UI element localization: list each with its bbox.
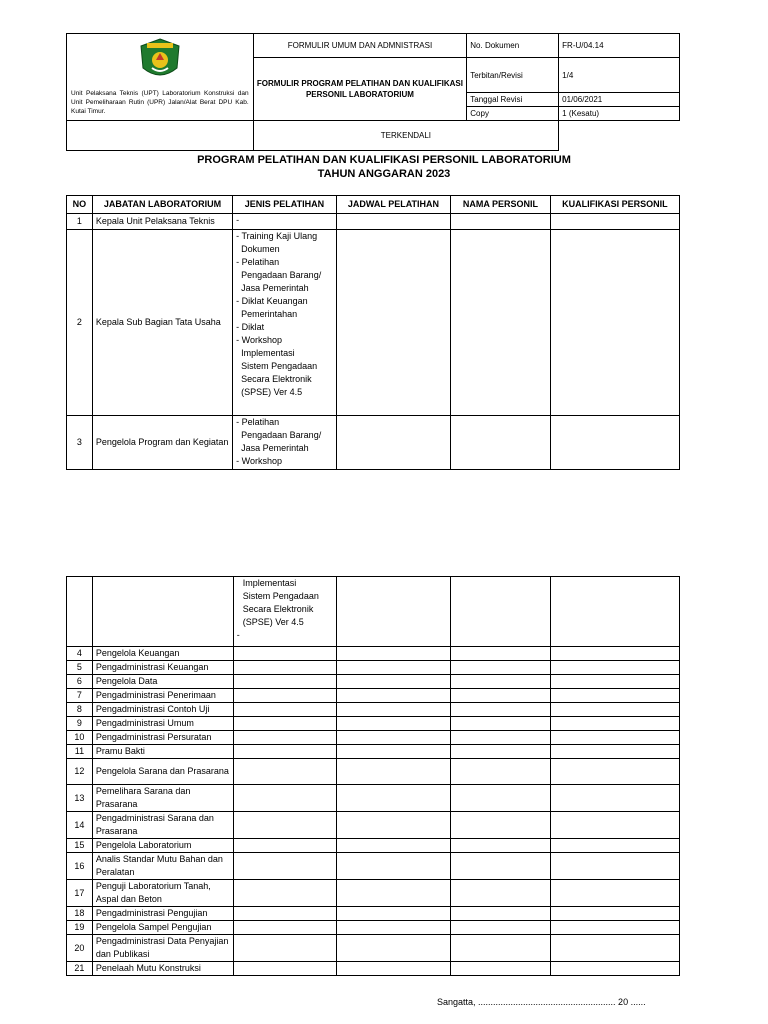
row-jadwal: [337, 907, 451, 921]
row-jadwal: [337, 839, 451, 853]
table-row: [67, 745, 680, 759]
row-nama: [451, 935, 551, 962]
row-nama: [451, 689, 551, 703]
row-jenis-pelatihan: [233, 230, 337, 416]
row-jenis-pelatihan: [233, 812, 336, 839]
meta-label-copy: Copy: [467, 107, 559, 121]
meta-value-doc-no: FR-U/04.14: [559, 34, 680, 58]
row-jenis-pelatihan: [233, 703, 336, 717]
row-nama: [451, 703, 551, 717]
row-nama: [451, 839, 551, 853]
document-title: [0, 153, 768, 181]
jenis-line: Implementasi: [236, 348, 295, 358]
row-no: 21: [67, 962, 93, 976]
row-jenis-pelatihan: [233, 962, 336, 976]
row-jenis-pelatihan: [233, 647, 336, 661]
jenis-line: - Pelatihan: [236, 417, 280, 427]
row-jenis-pelatihan: [233, 759, 336, 785]
row-nama: [451, 853, 551, 880]
row-jabatan: Pengadministrasi Data Penyajian dan Publikasi: [92, 935, 233, 962]
table-row: [67, 731, 680, 745]
row-jadwal: [337, 880, 451, 907]
row-no: 5: [67, 661, 93, 675]
row-nama: [451, 785, 551, 812]
row-jabatan: Pengadministrasi Contoh Uji: [92, 703, 233, 717]
row-jadwal: [337, 703, 451, 717]
row-kualifikasi: [550, 853, 679, 880]
title-line-2: TAHUN ANGGARAN 2023: [317, 168, 451, 180]
row-nama: [451, 880, 551, 907]
jenis-line: -: [236, 215, 240, 225]
col-jabatan: JABATAN LABORATORIUM: [92, 196, 232, 214]
row-kualifikasi: [550, 785, 679, 812]
row-kualifikasi: [550, 675, 679, 689]
row-jenis-pelatihan: [233, 839, 336, 853]
row-kualifikasi: [550, 689, 679, 703]
row-jadwal: [337, 675, 451, 689]
row-no: 19: [67, 921, 93, 935]
row-jabatan: Pengadministrasi Sarana dan Prasarana: [92, 812, 233, 839]
row-nama: [451, 717, 551, 731]
row-jadwal: [337, 647, 451, 661]
training-table: [66, 195, 680, 470]
title-line-1: PROGRAM PELATIHAN DAN KUALIFIKASI PERSONIL LABORATORIUM: [197, 154, 571, 166]
row-jabatan: Analis Standar Mutu Bahan dan Peralatan: [92, 853, 233, 880]
row-jenis-pelatihan: [233, 907, 336, 921]
table-row: [67, 853, 680, 880]
regency-logo: [71, 38, 249, 85]
jenis-line: Pemerintahan: [236, 309, 298, 319]
row-jenis-pelatihan: [233, 935, 336, 962]
table-row: [67, 230, 680, 416]
table-row: [67, 214, 680, 230]
jenis-line: Jasa Pemerintah: [236, 283, 309, 293]
row-jenis-pelatihan: [233, 880, 336, 907]
row-jabatan: Pengadministrasi Pengujian: [92, 907, 233, 921]
table-row: [67, 675, 680, 689]
row-kualifikasi: [550, 880, 679, 907]
row-jenis-pelatihan: [233, 675, 336, 689]
table-row: [67, 759, 680, 785]
row-kualifikasi: [550, 812, 679, 839]
table-row: [67, 717, 680, 731]
table-row: [67, 839, 680, 853]
row-jenis-pelatihan: [233, 717, 336, 731]
jenis-line: Secara Elektronik: [242, 604, 314, 614]
col-jadwal: JADWAL PELATIHAN: [336, 196, 450, 214]
row-no: 10: [67, 731, 93, 745]
table-row: [67, 661, 680, 675]
jenis-line: - Workshop: [236, 456, 282, 466]
table-row: [67, 703, 680, 717]
row-jabatan: Pengelola Sampel Pengujian: [92, 921, 233, 935]
emblem-icon: [139, 38, 181, 82]
row-jadwal: [337, 853, 451, 880]
row-jabatan: Pengadministrasi Keuangan: [92, 661, 233, 675]
row-kualifikasi: [550, 731, 679, 745]
row-no: 6: [67, 675, 93, 689]
row-jabatan: Penelaah Mutu Konstruksi: [92, 962, 233, 976]
row-no: 18: [67, 907, 93, 921]
row-jabatan: Pengelola Data: [92, 675, 233, 689]
row-no: 1: [67, 214, 93, 230]
meta-label-revision: Terbitan/Revisi: [467, 58, 559, 93]
row-jenis-pelatihan: [233, 785, 336, 812]
row-jadwal: [337, 921, 451, 935]
row-jadwal: [337, 759, 451, 785]
row-no: 3: [67, 416, 93, 470]
row-jenis-pelatihan: [233, 853, 336, 880]
jenis-line: Sistem Pengadaan: [236, 361, 318, 371]
row-jenis-pelatihan: [233, 745, 336, 759]
table-row: [67, 577, 680, 647]
table-row: [67, 935, 680, 962]
row-kualifikasi: [550, 416, 679, 470]
row-no: 16: [67, 853, 93, 880]
row-no: 7: [67, 689, 93, 703]
row-jadwal: [337, 689, 451, 703]
table-row: [67, 907, 680, 921]
row-jabatan: Pengadministrasi Umum: [92, 717, 233, 731]
row-jenis-pelatihan: [233, 661, 336, 675]
jenis-line: (SPSE) Ver 4.5: [236, 387, 303, 397]
jenis-line: -: [236, 630, 240, 640]
row-nama: [451, 647, 551, 661]
training-table-continued: [66, 576, 680, 976]
jenis-line: Pengadaan Barang/: [236, 270, 322, 280]
row-kualifikasi: [550, 647, 679, 661]
row-kualifikasi: [550, 214, 679, 230]
row-no: 17: [67, 880, 93, 907]
row-nama: [451, 731, 551, 745]
col-kualifikasi: KUALIFIKASI PERSONIL: [550, 196, 679, 214]
row-nama: [451, 230, 551, 416]
meta-label-doc-no: No. Dokumen: [467, 34, 559, 58]
jenis-line: - Workshop: [236, 335, 282, 345]
row-jenis-pelatihan: [233, 689, 336, 703]
row-kualifikasi: [550, 745, 679, 759]
row-jadwal: [337, 935, 451, 962]
row-no: 13: [67, 785, 93, 812]
table-row: [67, 880, 680, 907]
document-header: [66, 33, 680, 151]
table-row: [67, 962, 680, 976]
row-jabatan: Pengelola Keuangan: [92, 647, 233, 661]
row-jenis-pelatihan: [233, 921, 336, 935]
logo-cell: [67, 34, 254, 121]
table-row: [67, 647, 680, 661]
jenis-line: Implementasi: [242, 578, 297, 588]
row-no: 15: [67, 839, 93, 853]
row-jenis-pelatihan: [233, 731, 336, 745]
row-no: 14: [67, 812, 93, 839]
row-kualifikasi: [550, 839, 679, 853]
row-nama: [451, 675, 551, 689]
status-label: TERKENDALI: [253, 121, 559, 151]
meta-label-revision-date: Tanggal Revisi: [467, 93, 559, 107]
row-jabatan: Penguji Laboratorium Tanah, Aspal dan Beton: [92, 880, 233, 907]
row-kualifikasi: [550, 703, 679, 717]
row-kualifikasi: [550, 907, 679, 921]
form-title: FORMULIR PROGRAM PELATIHAN DAN KUALIFIKASI PERSONIL LABORATORIUM: [253, 58, 467, 121]
table-row: [67, 416, 680, 470]
table-row: [67, 785, 680, 812]
col-nama: NAMA PERSONIL: [451, 196, 551, 214]
row-no: 12: [67, 759, 93, 785]
row-jabatan: Pengelola Laboratorium: [92, 839, 233, 853]
meta-value-revision-date: 01/06/2021: [559, 93, 680, 107]
row-nama: [451, 962, 551, 976]
row-jabatan: Pengelola Sarana dan Prasarana: [92, 759, 233, 785]
row-nama: [451, 416, 551, 470]
organization-name: Unit Pelaksana Teknis (UPT) Laboratorium Konstruksi dan Unit Pemeliharaan Rutin (UPR) Jalan/Alat Berat DPU Kab. Kutai Timur.: [71, 90, 249, 115]
row-nama: [451, 759, 551, 785]
row-jadwal: [336, 214, 450, 230]
jenis-continuation: [233, 577, 336, 647]
row-nama: [451, 745, 551, 759]
jenis-line: - Diklat Keuangan: [236, 296, 308, 306]
row-no: 20: [67, 935, 93, 962]
jenis-line: Pengadaan Barang/: [236, 430, 322, 440]
meta-value-revision: 1/4: [559, 58, 680, 93]
jenis-line: (SPSE) Ver 4.5: [242, 617, 304, 627]
row-jabatan: Pramu Bakti: [92, 745, 233, 759]
row-jadwal: [337, 812, 451, 839]
jenis-line: Sistem Pengadaan: [242, 591, 319, 601]
row-no: 9: [67, 717, 93, 731]
row-nama: [451, 661, 551, 675]
row-jenis-pelatihan: [233, 214, 337, 230]
row-jadwal: [336, 230, 450, 416]
jenis-line: - Diklat: [236, 322, 265, 332]
jenis-line: - Pelatihan: [236, 257, 280, 267]
row-jadwal: [337, 785, 451, 812]
row-jadwal: [337, 745, 451, 759]
col-no: NO: [67, 196, 93, 214]
meta-value-copy: 1 (Kesatu): [559, 107, 680, 121]
jenis-line: Dokumen: [236, 244, 280, 254]
row-nama: [451, 907, 551, 921]
row-kualifikasi: [550, 935, 679, 962]
row-jabatan: Pengadministrasi Persuratan: [92, 731, 233, 745]
table-row: [67, 812, 680, 839]
row-no: 2: [67, 230, 93, 416]
row-kualifikasi: [550, 759, 679, 785]
form-general-label: FORMULIR UMUM DAN ADMNISTRASI: [253, 34, 467, 58]
row-kualifikasi: [550, 661, 679, 675]
row-kualifikasi: [550, 717, 679, 731]
row-no: 11: [67, 745, 93, 759]
jenis-line: Secara Elektronik: [236, 374, 312, 384]
row-jadwal: [337, 717, 451, 731]
table-row: [67, 921, 680, 935]
row-jenis-pelatihan: [233, 416, 337, 470]
row-jabatan: Pengadministrasi Penerimaan: [92, 689, 233, 703]
col-jenis: JENIS PELATIHAN: [233, 196, 337, 214]
signature-place-date: Sangatta, ....................................................... 20 ......: [437, 997, 646, 1007]
row-jabatan: Pengelola Program dan Kegiatan: [92, 416, 232, 470]
row-jadwal: [336, 416, 450, 470]
row-nama: [451, 921, 551, 935]
row-nama: [451, 214, 551, 230]
jenis-line: - Training Kaji Ulang: [236, 231, 318, 241]
row-jadwal: [337, 962, 451, 976]
row-jabatan: Pemelihara Sarana dan Prasarana: [92, 785, 233, 812]
row-no: 8: [67, 703, 93, 717]
row-no: 4: [67, 647, 93, 661]
row-jadwal: [337, 661, 451, 675]
row-jadwal: [337, 731, 451, 745]
row-kualifikasi: [550, 921, 679, 935]
table-row: [67, 689, 680, 703]
row-jabatan: Kepala Unit Pelaksana Teknis: [92, 214, 232, 230]
table-header-row: [67, 196, 680, 214]
row-kualifikasi: [550, 962, 679, 976]
row-kualifikasi: [550, 230, 679, 416]
row-jabatan: Kepala Sub Bagian Tata Usaha: [92, 230, 232, 416]
row-nama: [451, 812, 551, 839]
jenis-line: Jasa Pemerintah: [236, 443, 309, 453]
